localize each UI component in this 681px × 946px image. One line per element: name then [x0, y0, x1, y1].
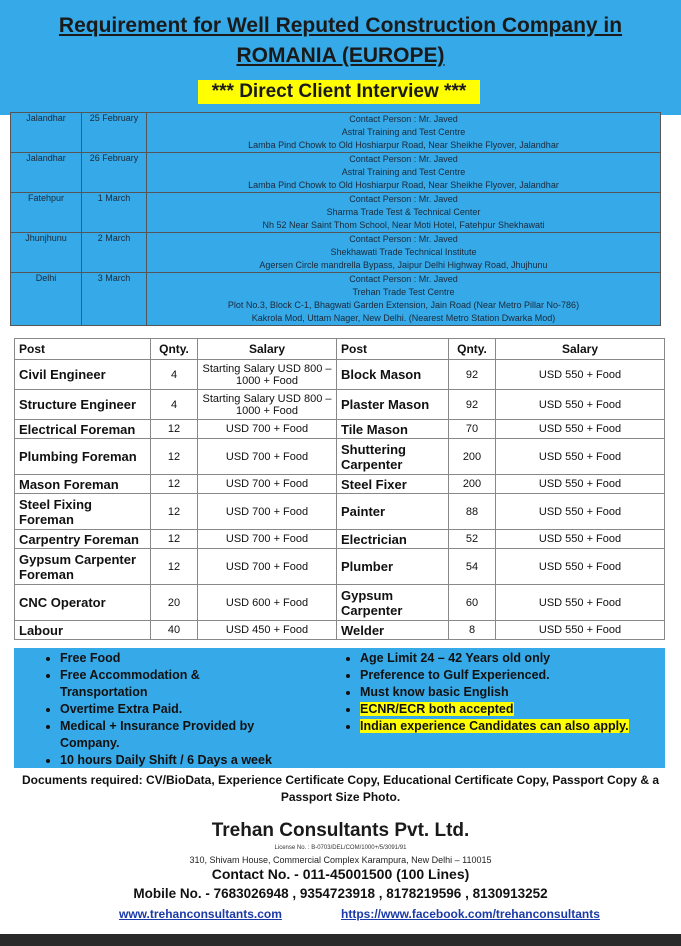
- job-salary: USD 450 + Food: [198, 621, 337, 640]
- job-qty: 12: [151, 530, 198, 549]
- job-post: Electrical Foreman: [15, 420, 151, 439]
- job-post-2: Block Mason: [337, 360, 449, 390]
- benefit-text: ECNR/ECR both accepted: [360, 702, 514, 716]
- benefit-item: [360, 718, 680, 735]
- job-post-2: Tile Mason: [337, 420, 449, 439]
- license-number: License No. : B-0703/DEL/COM/1000+/5/3091/91: [274, 845, 407, 851]
- benefit-text: Free Food: [60, 651, 121, 665]
- job-salary-2: USD 550 + Food: [496, 420, 665, 439]
- venue-line: Lamba Pind Chowk to Old Hoshiarpur Road, Near Sheikhe Flyover, Jalandhar: [248, 180, 559, 190]
- job-salary-2: USD 550 + Food: [496, 585, 665, 621]
- salary-header-2: Salary: [496, 339, 665, 360]
- job-row: [15, 360, 665, 390]
- benefit-text: Medical + Insurance Provided by Company.: [60, 719, 255, 750]
- job-salary-2: USD 550 + Food: [496, 390, 665, 420]
- job-salary: USD 700 + Food: [198, 549, 337, 585]
- salary-header: Salary: [198, 339, 337, 360]
- job-qty-2: 60: [449, 585, 496, 621]
- job-qty: 12: [151, 549, 198, 585]
- job-qty-2: 200: [449, 475, 496, 494]
- benefits-panel: [14, 648, 665, 768]
- job-post: Mason Foreman: [15, 475, 151, 494]
- interview-date: 2 March: [82, 233, 147, 273]
- interview-date: 26 February: [82, 153, 147, 193]
- venue-line: Shekhawati Trade Technical Institute: [330, 247, 477, 257]
- job-qty-2: 92: [449, 390, 496, 420]
- job-qty-2: 70: [449, 420, 496, 439]
- benefit-item: [60, 701, 290, 718]
- job-qty-2: 92: [449, 360, 496, 390]
- job-post-2: Gypsum Carpenter: [337, 585, 449, 621]
- qty-header: Qnty.: [151, 339, 198, 360]
- job-salary: USD 700 + Food: [198, 420, 337, 439]
- job-post: Civil Engineer: [15, 360, 151, 390]
- venue-line: Kakrola Mod, Uttam Nager, New Delhi. (Nearest Metro Station Dwarka Mod): [251, 313, 556, 323]
- job-post: Plumbing Foreman: [15, 439, 151, 475]
- benefit-item: [360, 684, 680, 701]
- job-post-2: Painter: [337, 494, 449, 530]
- job-row: [15, 390, 665, 420]
- job-post-2: Plaster Mason: [337, 390, 449, 420]
- job-qty: 4: [151, 360, 198, 390]
- documents-required: Documents required: CV/BioData, Experience Certificate Copy, Educational Certificate Copy, Passport Copy & a Passport Size Photo.: [21, 773, 660, 804]
- venue-line: Contact Person : Mr. Javed: [349, 234, 458, 244]
- interview-row: [11, 273, 661, 326]
- job-qty-2: 200: [449, 439, 496, 475]
- job-qty: 20: [151, 585, 198, 621]
- facebook-link[interactable]: https://www.facebook.com/trehanconsultants: [341, 907, 600, 921]
- interview-row: [11, 153, 661, 193]
- title-line-1: Requirement for Well Reputed Construction Company in: [58, 14, 623, 37]
- job-qty: 12: [151, 439, 198, 475]
- job-qty: 12: [151, 494, 198, 530]
- jobs-header-row: [15, 339, 665, 360]
- header-banner: [0, 0, 681, 115]
- job-row: [15, 475, 665, 494]
- venue-line: Astral Training and Test Centre: [341, 127, 466, 137]
- job-post: Steel Fixing Foreman: [15, 494, 151, 530]
- mobile-numbers: Mobile No. - 7683026948 , 9354723918 , 8178219596 , 8130913252: [133, 886, 548, 901]
- interview-venue: [147, 233, 661, 273]
- post-header-2: Post: [337, 339, 449, 360]
- interview-city: Delhi: [11, 273, 82, 326]
- benefit-text: Preference to Gulf Experienced.: [360, 668, 550, 682]
- benefit-item: [60, 650, 290, 667]
- job-qty-2: 8: [449, 621, 496, 640]
- venue-line: Sharma Trade Test & Technical Center: [326, 207, 481, 217]
- job-qty-2: 54: [449, 549, 496, 585]
- benefit-item: [60, 752, 290, 769]
- interview-row: [11, 233, 661, 273]
- benefit-text: Overtime Extra Paid.: [60, 702, 183, 716]
- job-post-2: Electrician: [337, 530, 449, 549]
- job-post: Gypsum Carpenter Foreman: [15, 549, 151, 585]
- job-salary-2: USD 550 + Food: [496, 360, 665, 390]
- interview-date: 3 March: [82, 273, 147, 326]
- job-qty-2: 52: [449, 530, 496, 549]
- jobs-table: [14, 338, 665, 640]
- job-post-2: Welder: [337, 621, 449, 640]
- venue-line: Contact Person : Mr. Javed: [349, 154, 458, 164]
- benefit-item: [360, 667, 680, 684]
- job-qty: 40: [151, 621, 198, 640]
- interview-schedule-table: [10, 112, 661, 326]
- venue-line: Agersen Circle mandrella Bypass, Jaipur Delhi Highway Road, Jhujhunu: [259, 260, 548, 270]
- job-qty-2: 88: [449, 494, 496, 530]
- job-row: [15, 420, 665, 439]
- qty-header-2: Qnty.: [449, 339, 496, 360]
- benefit-text: Age Limit 24 – 42 Years old only: [360, 651, 551, 665]
- job-qty: 12: [151, 475, 198, 494]
- interview-venue: [147, 193, 661, 233]
- interview-date: 25 February: [82, 113, 147, 153]
- venue-line: Contact Person : Mr. Javed: [349, 114, 458, 124]
- company-name: Trehan Consultants Pvt. Ltd.: [211, 820, 470, 841]
- job-salary-2: USD 550 + Food: [496, 494, 665, 530]
- benefit-item: [360, 650, 680, 667]
- job-row: [15, 439, 665, 475]
- interview-row: [11, 113, 661, 153]
- job-post: Carpentry Foreman: [15, 530, 151, 549]
- job-row: [15, 621, 665, 640]
- interview-city: Jalandhar: [11, 113, 82, 153]
- benefit-item: [60, 667, 290, 701]
- venue-line: Lamba Pind Chowk to Old Hoshiarpur Road, Near Sheikhe Flyover, Jalandhar: [248, 140, 559, 150]
- contact-number: Contact No. - 011-45001500 (100 Lines): [211, 866, 470, 882]
- job-salary: Starting Salary USD 800 – 1000 + Food: [198, 390, 337, 420]
- website-link[interactable]: www.trehanconsultants.com: [119, 907, 282, 921]
- job-salary: USD 700 + Food: [198, 439, 337, 475]
- job-post: CNC Operator: [15, 585, 151, 621]
- job-post: Structure Engineer: [15, 390, 151, 420]
- venue-line: Contact Person : Mr. Javed: [349, 274, 458, 284]
- interview-city: Jhunjhunu: [11, 233, 82, 273]
- job-salary: Starting Salary USD 800 – 1000 + Food: [198, 360, 337, 390]
- job-salary: USD 600 + Food: [198, 585, 337, 621]
- interview-city: Jalandhar: [11, 153, 82, 193]
- job-salary-2: USD 550 + Food: [496, 475, 665, 494]
- benefits-list-right: [338, 650, 680, 735]
- venue-line: Contact Person : Mr. Javed: [349, 194, 458, 204]
- benefit-text: Indian experience Candidates can also apply.: [360, 719, 629, 733]
- interview-venue: [147, 113, 661, 153]
- benefit-text: Free Accommodation & Transportation: [60, 668, 200, 699]
- job-row: [15, 549, 665, 585]
- benefit-item: [60, 718, 290, 752]
- interview-city: Fatehpur: [11, 193, 82, 233]
- job-post: Labour: [15, 621, 151, 640]
- benefit-item: [360, 701, 680, 718]
- job-row: [15, 530, 665, 549]
- venue-line: Astral Training and Test Centre: [341, 167, 466, 177]
- benefit-text: Must know basic English: [360, 685, 509, 699]
- benefit-text: 10 hours Daily Shift / 6 Days a week: [60, 753, 272, 767]
- interview-date: 1 March: [82, 193, 147, 233]
- post-header: Post: [15, 339, 151, 360]
- benefits-list-left: [38, 650, 290, 769]
- interview-venue: [147, 273, 661, 326]
- job-salary-2: USD 550 + Food: [496, 439, 665, 475]
- job-qty: 4: [151, 390, 198, 420]
- job-salary: USD 700 + Food: [198, 475, 337, 494]
- venue-line: Trehan Trade Test Centre: [352, 287, 455, 297]
- footer-bar: [0, 934, 681, 946]
- job-salary-2: USD 550 + Food: [496, 530, 665, 549]
- job-row: [15, 494, 665, 530]
- job-salary: USD 700 + Food: [198, 530, 337, 549]
- job-salary-2: USD 550 + Food: [496, 549, 665, 585]
- venue-line: Plot No.3, Block C-1, Bhagwati Garden Extension, Jain Road (Near Metro Pillar No-786): [227, 300, 580, 310]
- job-qty: 12: [151, 420, 198, 439]
- interview-row: [11, 193, 661, 233]
- title-line-2: ROMANIA (EUROPE): [236, 44, 445, 67]
- job-post-2: Shuttering Carpenter: [337, 439, 449, 475]
- interview-venue: [147, 153, 661, 193]
- interview-tagline: *** Direct Client Interview ***: [198, 80, 480, 104]
- venue-line: Nh 52 Near Saint Thom School, Near Moti Hotel, Fatehpur Shekhawati: [262, 220, 545, 230]
- company-address: 310, Shivam House, Commercial Complex Karampura, New Delhi – 110015: [189, 855, 492, 865]
- job-post-2: Steel Fixer: [337, 475, 449, 494]
- job-salary: USD 700 + Food: [198, 494, 337, 530]
- job-salary-2: USD 550 + Food: [496, 621, 665, 640]
- job-row: [15, 585, 665, 621]
- job-post-2: Plumber: [337, 549, 449, 585]
